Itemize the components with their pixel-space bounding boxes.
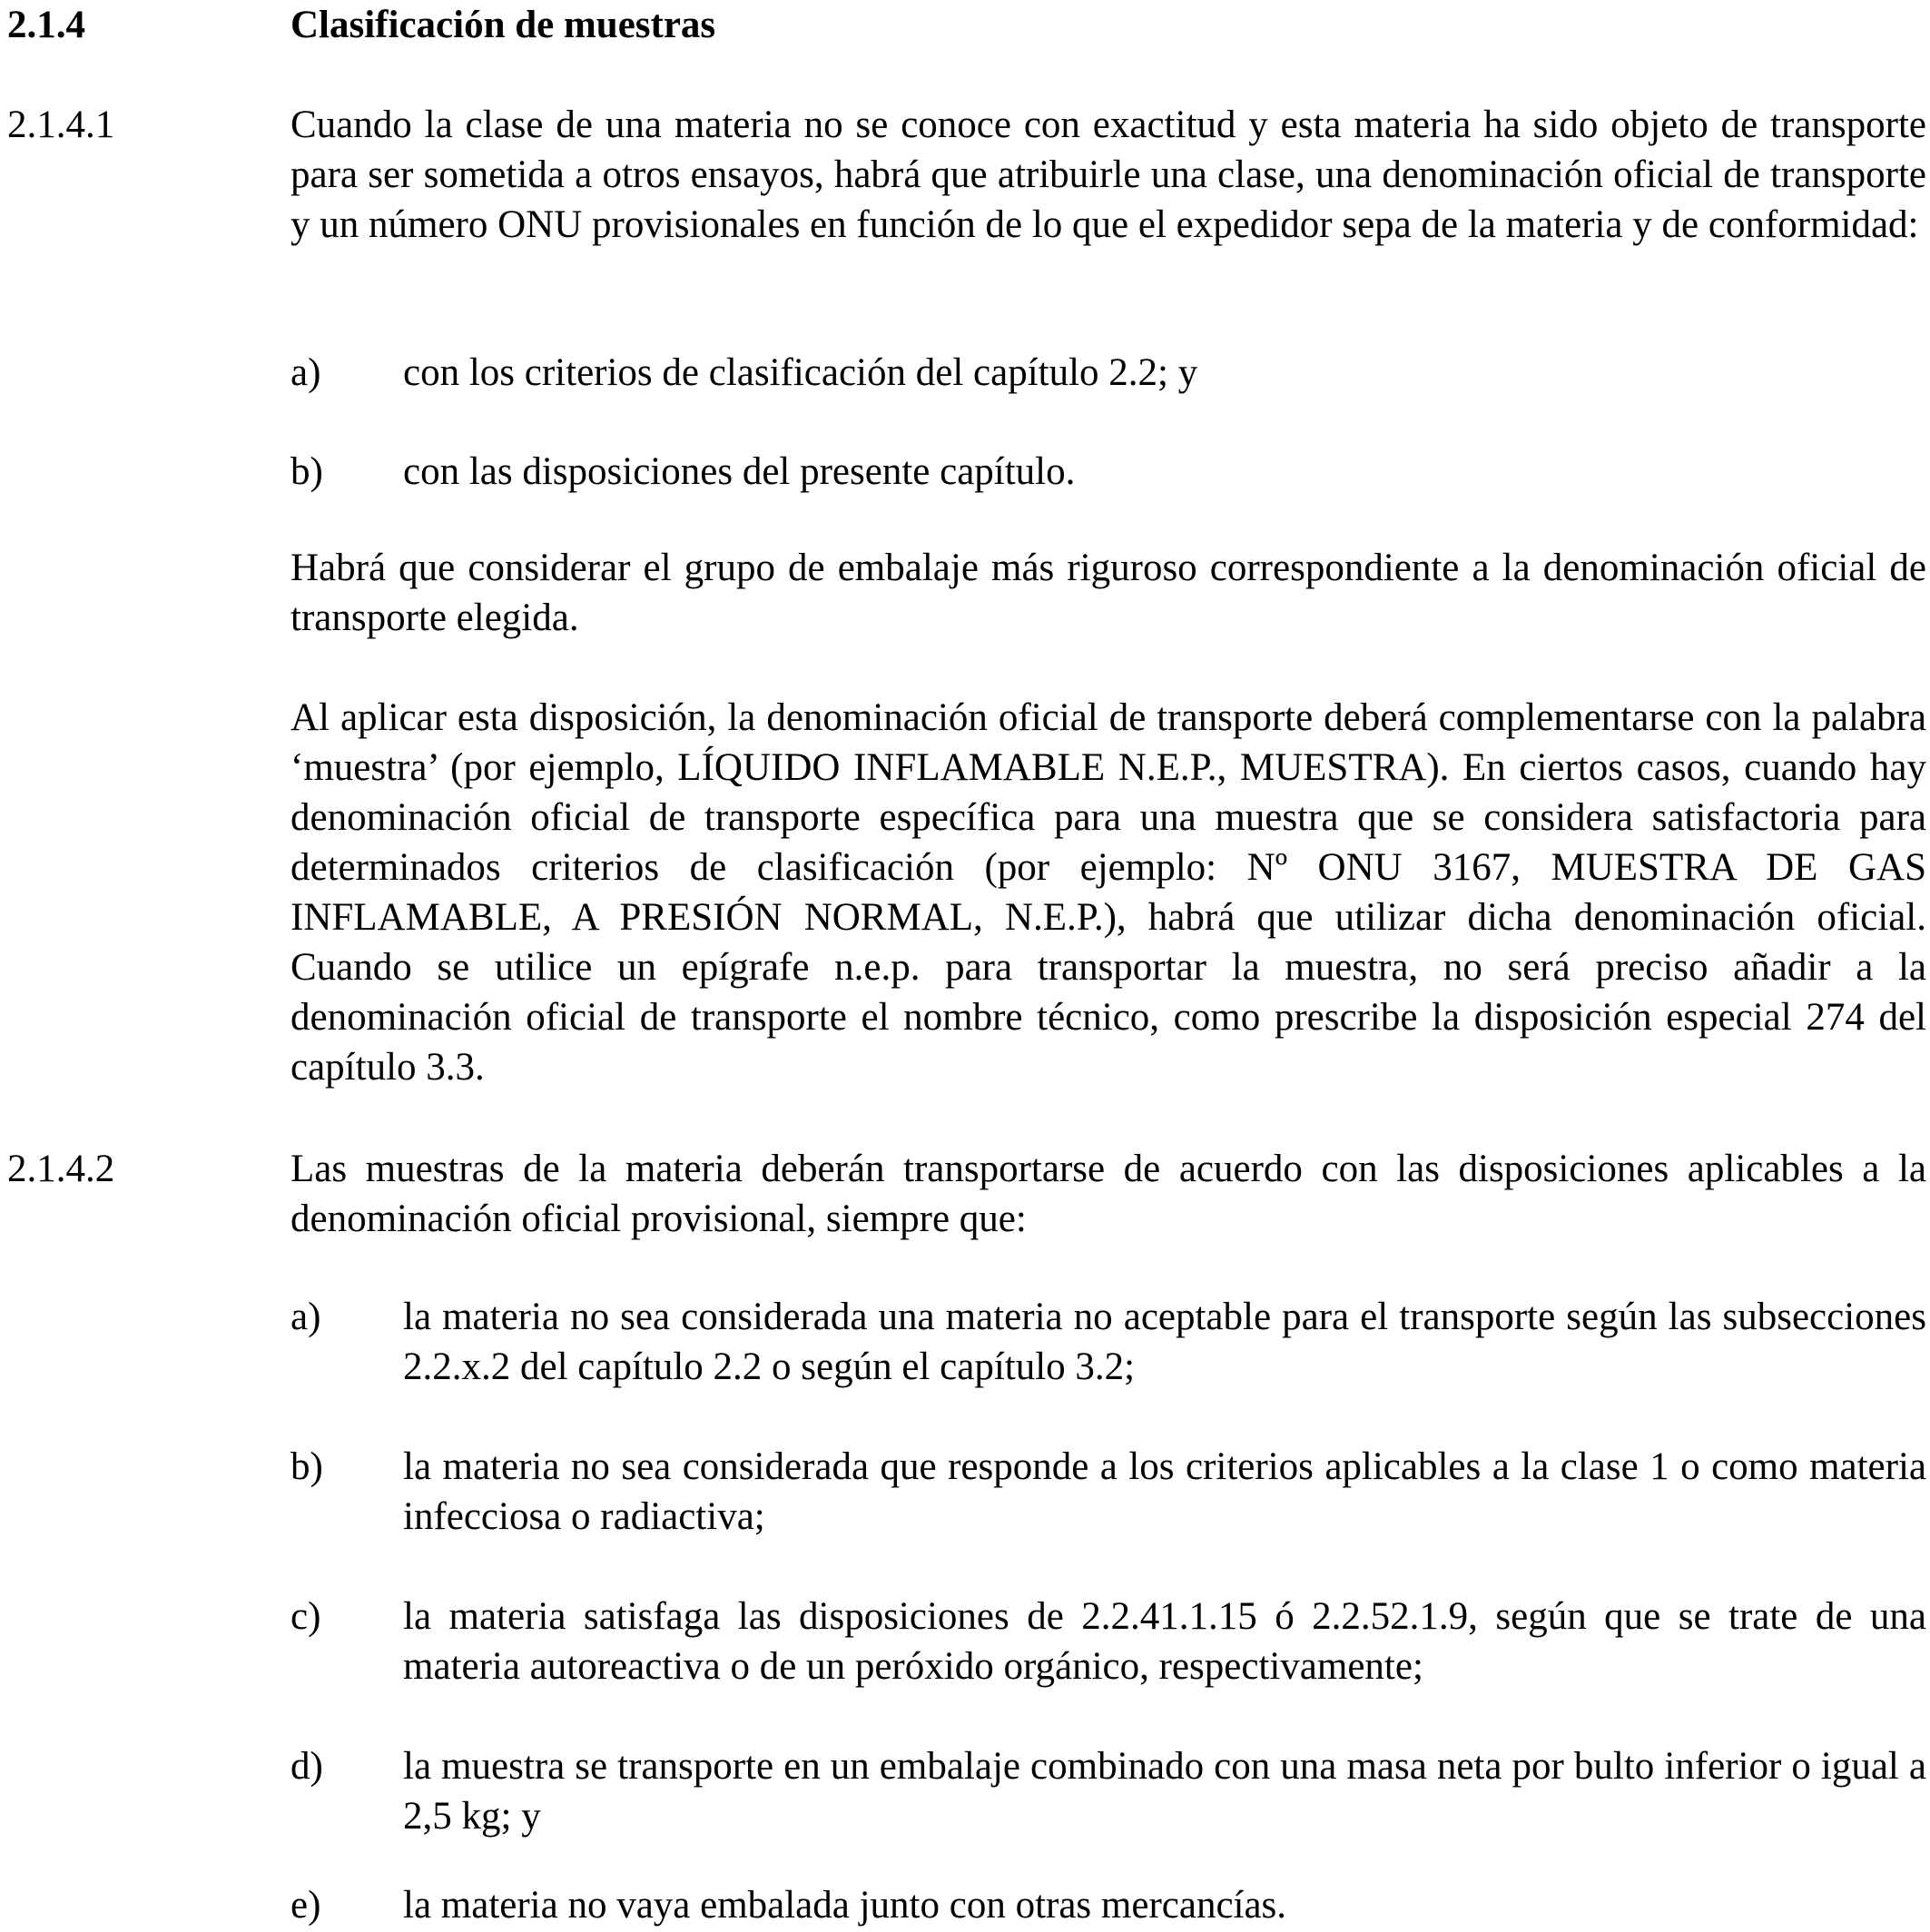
list-item-text: la materia no vaya embalada junto con otras mercancías. [403,1884,1287,1927]
list-item-label: d) [290,1745,323,1788]
list-item-text: con los criterios de clasificación del capítulo 2.2; y [403,351,1198,394]
list-item-label: c) [290,1595,321,1638]
subsection-1-intro: Cuando la clase de una materia no se conoce con exactitud y esta materia ha sido objeto de transporte para ser sometida a otros ensayos, habrá que atribuirle una clase, una denominación oficial de transporte y un número ONU provisionales en función de lo que el expedidor sepa de la materia y de conformidad: [290,104,1926,246]
list-item-text: la materia no sea considerada una materia no aceptable para el transporte según las subsecciones 2.2.x.2 del capítulo 2.2 o según el capítulo 3.2; [403,1296,1926,1388]
list-item-text: la materia no sea considerada que responde a los criterios aplicables a la clase 1 o como materia infecciosa o radiactiva; [403,1445,1926,1538]
list-item-label: a) [290,351,321,394]
list-item-label: b) [290,450,323,493]
subsection-number-2: 2.1.4.2 [7,1148,115,1190]
list-item-label: e) [290,1884,321,1927]
list-item-label: b) [290,1445,323,1488]
section-title: Clasificación de muestras [290,4,716,46]
subsection-1-paragraph-3: Al aplicar esta disposición, la denominación oficial de transporte deberá complementarse con la palabra ‘muestra’ (por ejemplo, LÍQUIDO INFLAMABLE N.E.P., MUESTRA). En ciertos casos, cuando hay denominación oficial de transporte específica para una muestra que se considera satisfactoria para determinados criterios de clasificación (por ejemplo: Nº ONU 3167, MUESTRA DE GAS INFLAMABLE, A PRESIÓN NORMAL, N.E.P.), habrá que utilizar dicha denominación oficial. Cuando se utilice un epígrafe n.e.p. para transportar la muestra, no será preciso añadir a la denominación oficial de transporte el nombre técnico, como prescribe la disposición especial 274 del capítulo 3.3. [290,696,1926,1089]
list-item-label: a) [290,1296,321,1338]
list-item-text: la muestra se transporte en un embalaje combinado con una masa neta por bulto inferior o igual a 2,5 kg; y [403,1745,1926,1838]
subsection-number-1: 2.1.4.1 [7,104,115,146]
section-heading [7,0,1923,50]
subsection-2-intro: Las muestras de la materia deberán transportarse de acuerdo con las disposiciones aplicables a la denominación oficial provisional, siempre que: [290,1148,1926,1240]
subsection-1-paragraph-2: Habrá que considerar el grupo de embalaje más riguroso correspondiente a la denominación oficial de transporte elegida. [290,547,1926,639]
list-item-text: la materia satisfaga las disposiciones de 2.2.41.1.15 ó 2.2.52.1.9, según que se trate de una materia autoreactiva o de un peróxido orgánico, respectivamente; [403,1595,1926,1688]
section-number: 2.1.4 [7,4,85,46]
list-item-text: con las disposiciones del presente capítulo. [403,450,1076,493]
